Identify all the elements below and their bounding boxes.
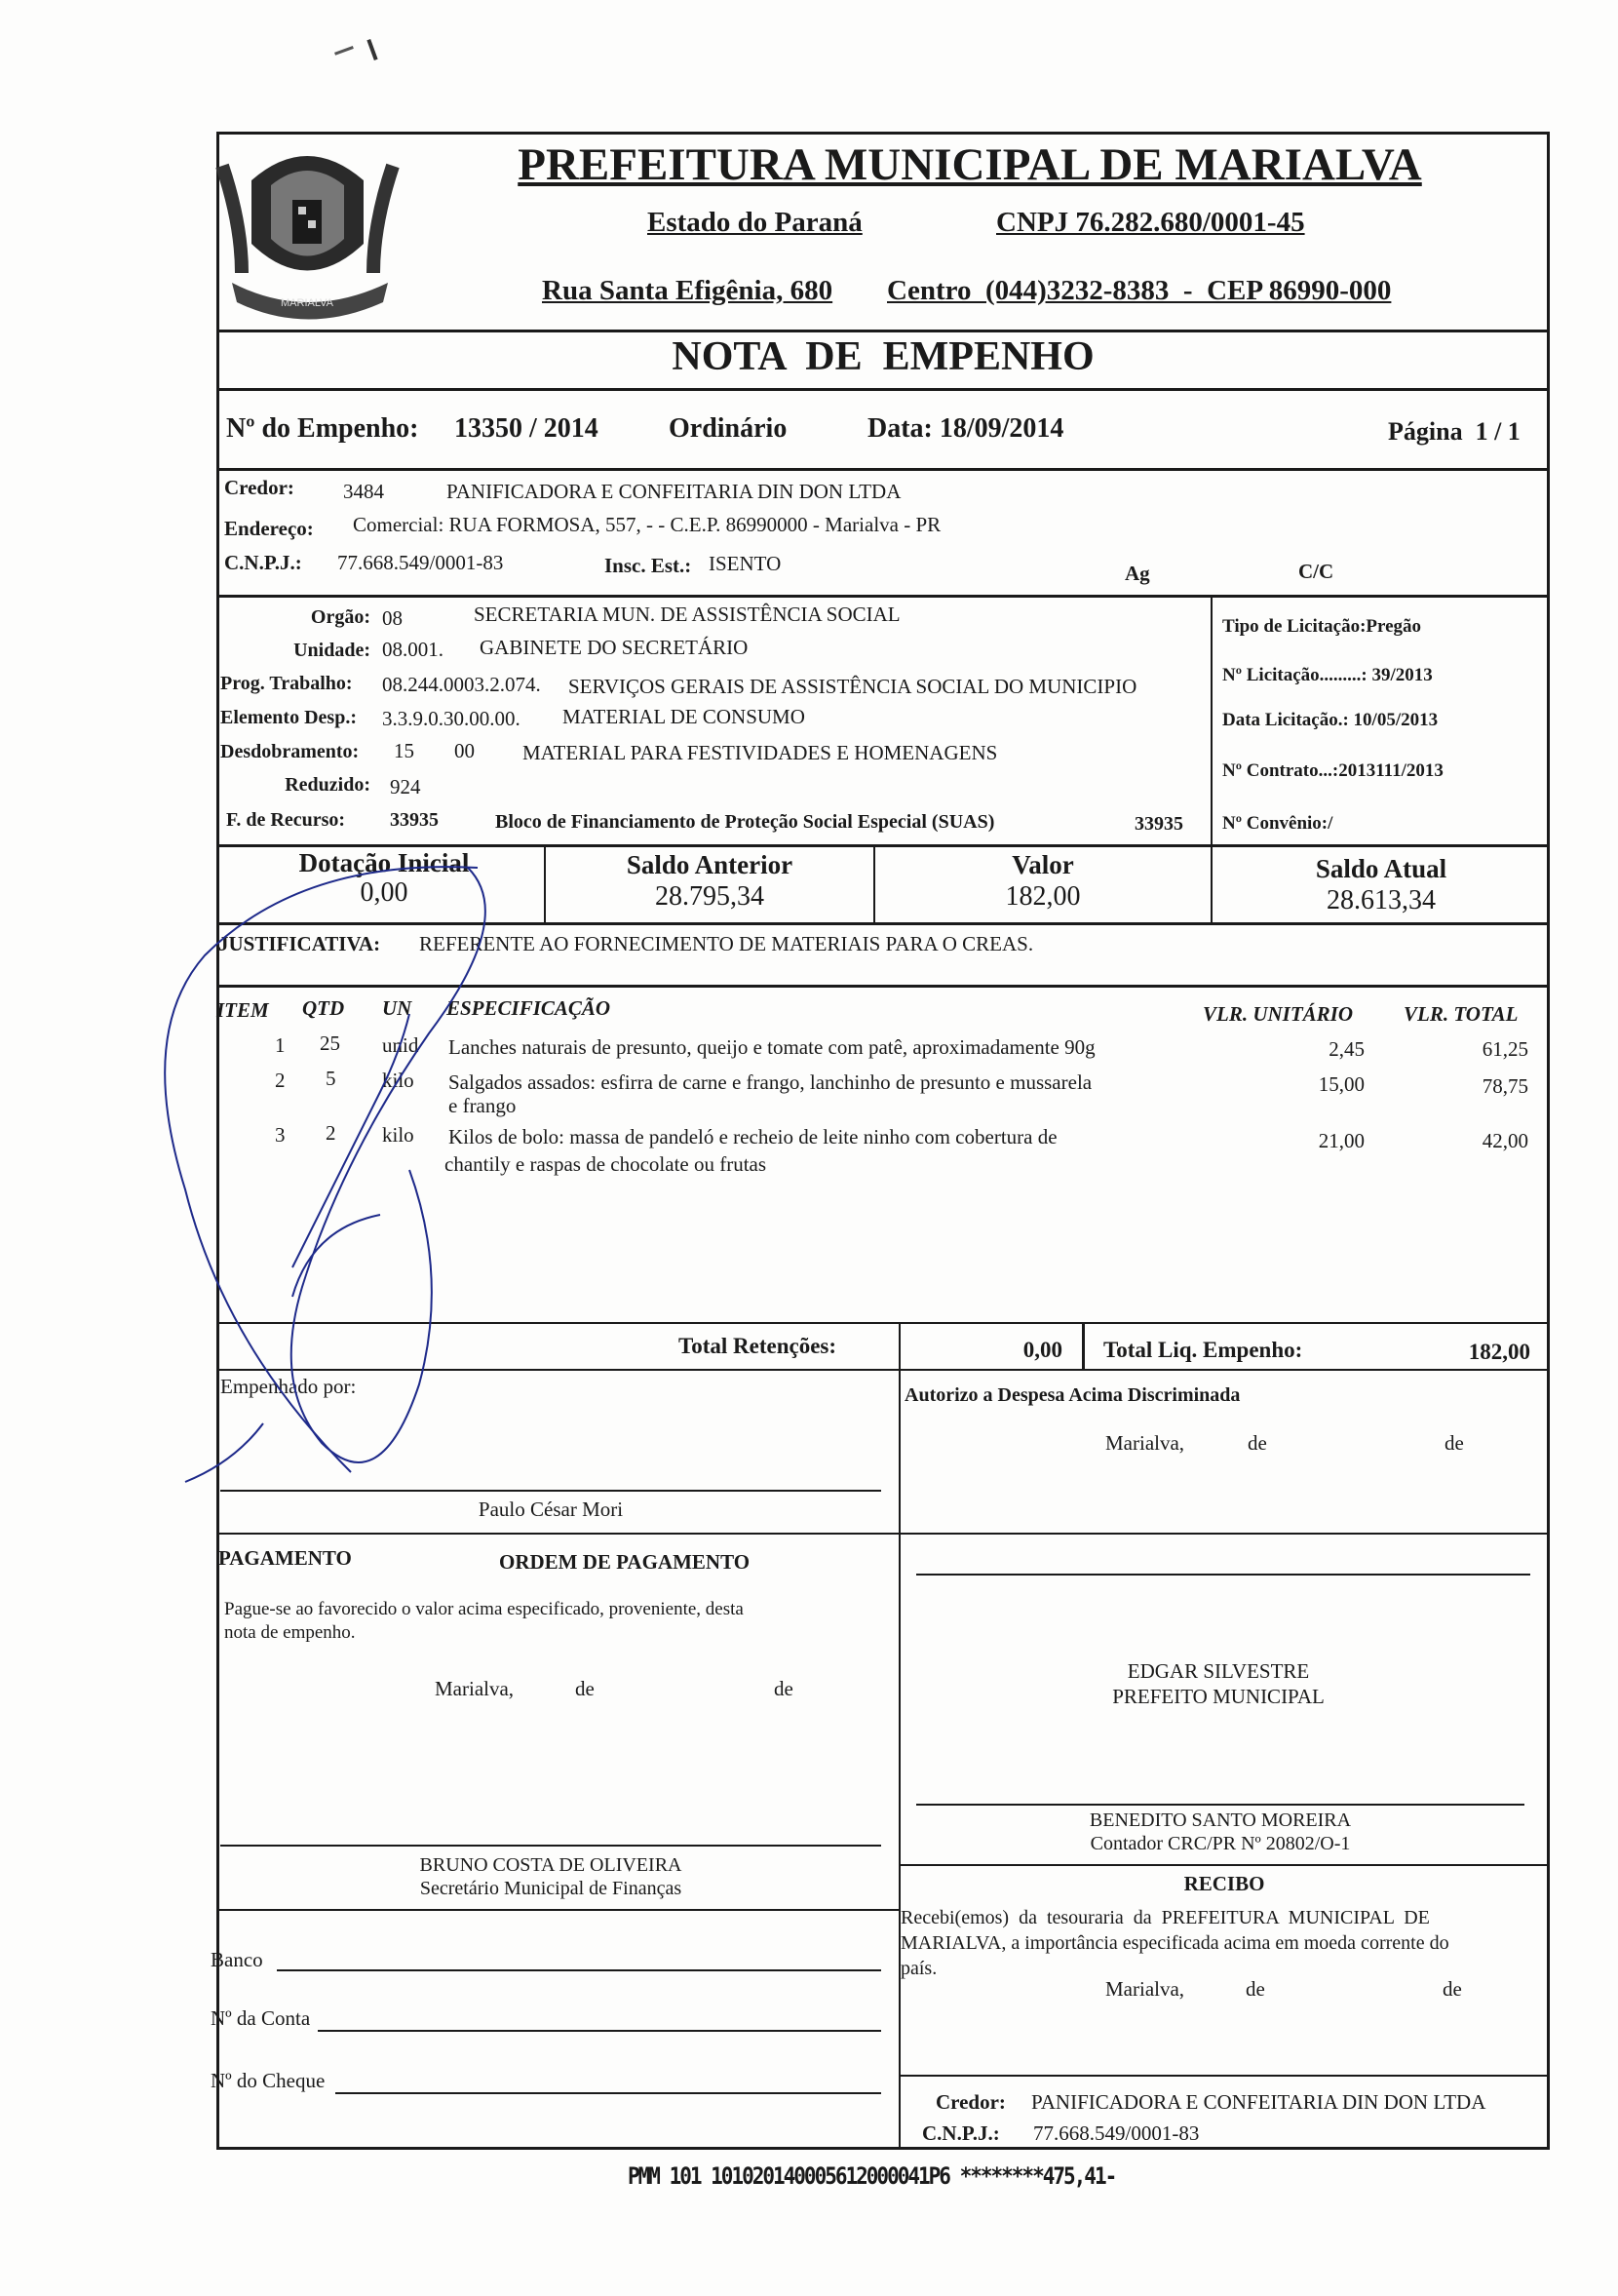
col-spec: ESPECIFICAÇÃO: [446, 996, 611, 1020]
empenho-number: 13350 / 2014: [454, 413, 598, 444]
divider: [216, 1909, 899, 1911]
retencoes-label: Total Retenções:: [678, 1334, 837, 1358]
coat-of-arms-logo: [212, 127, 403, 327]
saldo-atual-value: 28.613,34: [1327, 885, 1436, 915]
autorizo-de1: de: [1248, 1431, 1267, 1455]
credor-ie: ISENTO: [709, 552, 782, 575]
orgao-code: 08: [382, 606, 403, 630]
saldo-atual-label: Saldo Atual: [1315, 854, 1447, 883]
liq-value: 182,00: [1468, 1340, 1530, 1364]
cc-label: C/C: [1298, 560, 1334, 583]
divider: [216, 330, 1550, 332]
secretario-name: BRUNO COSTA DE OLIVEIRA: [419, 1854, 682, 1876]
credor-cnpj: 77.668.549/0001-83: [337, 551, 504, 574]
item-number: 3: [275, 1123, 286, 1147]
empenho-label: Nº do Empenho:: [226, 413, 419, 444]
justificativa-text: REFERENTE AO FORNECIMENTO DE MATERIAIS PARA O CREAS.: [419, 932, 1034, 955]
desdob-name: MATERIAL PARA FESTIVIDADES E HOMENAGENS: [522, 741, 998, 764]
divider-vertical: [899, 1533, 901, 2150]
recibo-text2: MARIALVA, a importância especificada acima em moeda corrente do: [901, 1932, 1449, 1954]
autorizo-text: Autorizo a Despesa Acima Discriminada: [905, 1384, 1241, 1406]
col-total: VLR. TOTAL: [1404, 1002, 1519, 1026]
valor-label: Valor: [1012, 850, 1074, 879]
elemento-label: Elemento Desp.:: [220, 707, 357, 728]
col-item: ITEM: [216, 998, 269, 1022]
item-un: kilo: [382, 1069, 414, 1092]
prog-label: Prog. Trabalho:: [220, 673, 353, 694]
credor-footer-cnpj-label: C.N.P.J.:: [922, 2121, 1000, 2145]
credor-code: 3484: [343, 480, 384, 503]
desdob-code2: 00: [454, 739, 475, 762]
street-text: Rua Santa Efigênia, 680: [542, 275, 833, 306]
credor-label: Credor:: [224, 476, 294, 499]
reduzido-label: Reduzido:: [285, 774, 370, 796]
orgao-label: Orgão:: [310, 606, 370, 628]
credor-footer-label: Credor:: [936, 2090, 1006, 2114]
elemento-code: 3.3.9.0.30.00.00.: [382, 707, 520, 730]
conta-label: Nº da Conta: [211, 2006, 311, 2030]
item-number: 1: [275, 1033, 286, 1057]
secretario-role: Secretário Municipal de Finanças: [419, 1878, 682, 1899]
cnpj-label: C.N.P.J.:: [224, 551, 302, 574]
col-qtd: QTD: [302, 996, 345, 1020]
saldo-anterior-value: 28.795,34: [655, 881, 764, 912]
elemento-name: MATERIAL DE CONSUMO: [562, 705, 805, 728]
state-text: Estado do Paraná: [647, 207, 863, 238]
contador-role: Contador CRC/PR Nº 20802/O-1: [1090, 1833, 1351, 1854]
recurso-label: F. de Recurso:: [226, 809, 346, 831]
scan-mark: [334, 46, 358, 66]
divider: [216, 595, 1550, 598]
unidade-code: 08.001.: [382, 638, 443, 661]
scan-mark: [366, 39, 377, 60]
unidade-name: GABINETE DO SECRETÁRIO: [480, 636, 749, 659]
item-qtd: 2: [326, 1121, 336, 1145]
saldo-anterior-label: Saldo Anterior: [626, 850, 793, 879]
pagamento-label: PAGAMENTO: [218, 1546, 352, 1570]
empenho-date: Data: 18/09/2014: [867, 413, 1064, 444]
signature-line: [220, 1845, 881, 1847]
empenhado-signer: Paulo César Mori: [478, 1498, 624, 1521]
prefeito-name: EDGAR SILVESTRE: [1127, 1659, 1310, 1683]
page-number: Página 1 / 1: [1388, 417, 1521, 446]
ag-label: Ag: [1125, 562, 1150, 585]
divider-vertical: [899, 1369, 901, 1535]
recibo-de2: de: [1443, 1977, 1462, 2001]
empenhado-label: Empenhado por:: [220, 1375, 357, 1398]
address-label: Endereço:: [224, 517, 314, 540]
signature-line: [916, 1574, 1530, 1576]
prefeito-role: PREFEITO MUNICIPAL: [1112, 1685, 1325, 1708]
valor-value: 182,00: [1005, 881, 1081, 912]
prog-name: SERVIÇOS GERAIS DE ASSISTÊNCIA SOCIAL DO MUNICIPIO: [568, 675, 1137, 698]
retencoes-value: 0,00: [1022, 1338, 1062, 1362]
cnpj-text: CNPJ 76.282.680/0001-45: [996, 207, 1305, 238]
item-total: 61,25: [1482, 1037, 1528, 1061]
desdob-label: Desdobramento:: [220, 741, 360, 762]
contador-name: BENEDITO SANTO MOREIRA: [1089, 1810, 1352, 1831]
empenho-type: Ordinário: [669, 413, 788, 444]
banco-label: Banco: [211, 1948, 263, 1971]
item-spec-cont: chantily e raspas de chocolate ou frutas: [444, 1152, 767, 1176]
licitacao-convenio: Nº Convênio:/: [1222, 813, 1333, 834]
pagamento-de1: de: [575, 1677, 595, 1700]
divider: [216, 468, 1550, 471]
item-un: kilo: [382, 1123, 414, 1147]
item-un: unid: [382, 1033, 419, 1057]
recurso-code2: 33935: [1135, 813, 1183, 835]
item-unit: 15,00: [1318, 1072, 1365, 1096]
item-unit: 2,45: [1329, 1037, 1365, 1061]
divider: [899, 1864, 1550, 1866]
divider: [899, 2075, 1550, 2077]
item-total: 78,75: [1482, 1074, 1528, 1098]
pagamento-text2: nota de empenho.: [224, 1622, 356, 1643]
recibo-de1: de: [1246, 1977, 1265, 2001]
svg-text:MARIALVA: MARIALVA: [281, 297, 333, 309]
credor-name: PANIFICADORA E CONFEITARIA DIN DON LTDA: [446, 480, 902, 503]
licitacao-tipo: Tipo de Licitação:Pregão: [1222, 616, 1422, 637]
col-unit: VLR. UNITÁRIO: [1203, 1002, 1354, 1026]
reduzido-value: 924: [390, 775, 421, 798]
item-qtd: 5: [326, 1067, 336, 1090]
prog-code: 08.244.0003.2.074.: [382, 673, 541, 696]
item-unit: 21,00: [1318, 1129, 1365, 1152]
dotacao-label: Dotação Inicial: [298, 848, 470, 877]
barcode-text: PMM 101 101020140005612000041P6 ********475,41-: [628, 2162, 1116, 2190]
item-total: 42,00: [1482, 1129, 1528, 1152]
item-spec-cont: e frango: [448, 1094, 517, 1117]
licitacao-numero: Nº Licitação.........: 39/2013: [1222, 665, 1433, 685]
item-spec: Salgados assados: esfirra de carne e frango, lanchinho de presunto e mussarela: [448, 1070, 1093, 1094]
handwritten-signature: [146, 838, 692, 1540]
item-spec: Kilos de bolo: massa de pandeló e recheio de leite ninho com cobertura de: [448, 1125, 1058, 1148]
pagamento-de2: de: [774, 1677, 793, 1700]
credor-address: Comercial: RUA FORMOSA, 557, - - C.E.P. 86990000 - Marialva - PR: [353, 513, 942, 536]
recibo-city: Marialva,: [1105, 1977, 1185, 2001]
orgao-name: SECRETARIA MUN. DE ASSISTÊNCIA SOCIAL: [474, 603, 901, 626]
divider-vertical: [899, 1322, 901, 1369]
desdob-code1: 15: [394, 739, 414, 762]
contact-text: Centro (044)3232-8383 - CEP 86990-000: [887, 275, 1392, 306]
credor-footer-name: PANIFICADORA E CONFEITARIA DIN DON LTDA: [1031, 2090, 1486, 2114]
col-un: UN: [382, 996, 412, 1020]
autorizo-city: Marialva,: [1105, 1431, 1185, 1455]
dotacao-value: 0,00: [360, 877, 408, 908]
pagamento-text1: Pague-se ao favorecido o valor acima especificado, proveniente, desta: [224, 1599, 744, 1619]
item-spec: Lanches naturais de presunto, queijo e tomate com patê, aproximadamente 90g: [448, 1035, 1096, 1059]
recibo-text1: Recebi(emos) da tesouraria da PREFEITURA MUNICIPAL DE: [901, 1907, 1430, 1928]
divider-vertical: [1082, 1322, 1085, 1369]
divider-vertical: [1211, 595, 1213, 846]
autorizo-de2: de: [1445, 1431, 1464, 1455]
recurso-name: Bloco de Financiamento de Proteção Social Especial (SUAS): [495, 811, 995, 833]
item-number: 2: [275, 1069, 286, 1092]
recurso-code: 33935: [390, 809, 439, 831]
pagamento-city: Marialva,: [435, 1677, 515, 1700]
prefeitura-title: PREFEITURA MUNICIPAL DE MARIALVA: [518, 139, 1422, 190]
ordem-pagamento: ORDEM DE PAGAMENTO: [499, 1550, 751, 1574]
cheque-label: Nº do Cheque: [211, 2069, 326, 2092]
cheque-line: [335, 2092, 881, 2094]
credor-footer-cnpj: 77.668.549/0001-83: [1033, 2121, 1200, 2145]
licitacao-data: Data Licitação.: 10/05/2013: [1222, 710, 1439, 730]
item-qtd: 25: [320, 1031, 340, 1055]
doc-title: NOTA DE EMPENHO: [672, 334, 1095, 379]
recibo-title: RECIBO: [1183, 1872, 1265, 1895]
ie-label: Insc. Est.:: [604, 554, 692, 577]
licitacao-contrato: Nº Contrato...:2013111/2013: [1222, 760, 1444, 781]
justificativa-label: JUSTIFICATIVA:: [218, 932, 381, 955]
unidade-label: Unidade:: [293, 640, 370, 661]
recibo-text3: país.: [901, 1958, 938, 1979]
liq-label: Total Liq. Empenho:: [1103, 1338, 1303, 1362]
banco-line: [277, 1969, 881, 1971]
signature-line: [916, 1804, 1524, 1806]
conta-line: [318, 2030, 881, 2032]
divider: [216, 388, 1550, 391]
